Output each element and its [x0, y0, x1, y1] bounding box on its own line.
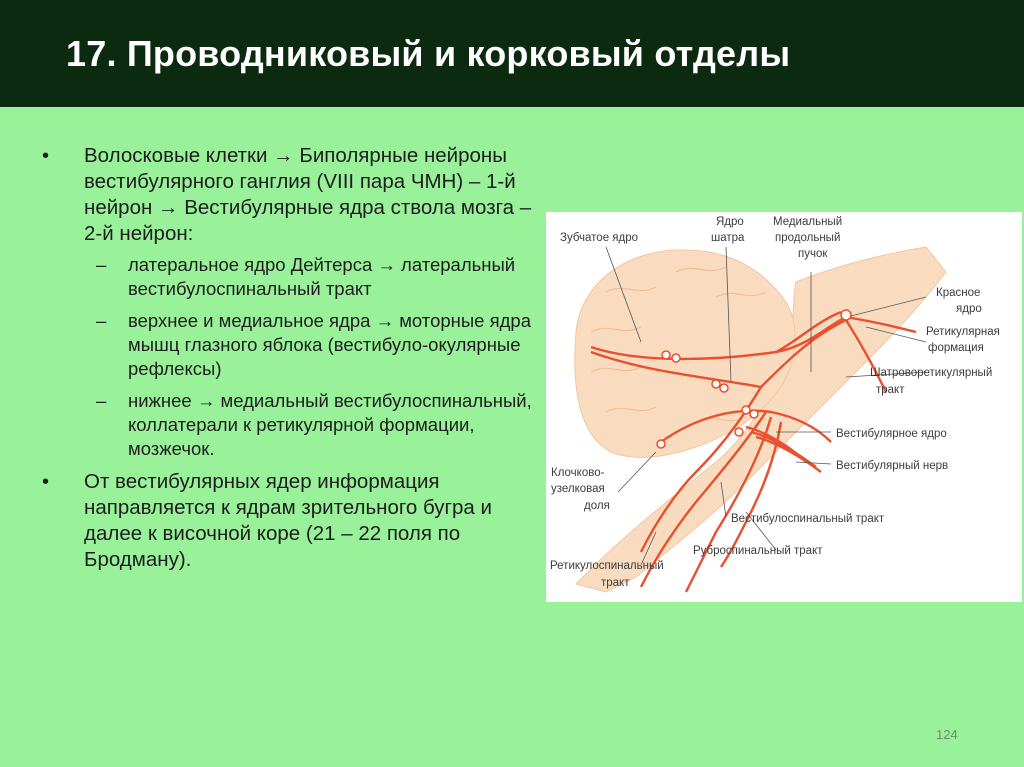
bullet-icon: • [42, 471, 50, 493]
label-floc-2: узелковая [551, 483, 605, 495]
sub-bullet-item [84, 309, 535, 381]
sub-bullet-text: нижнее → медиальный вестибулоспинальный, коллатерали к ретикулярной формации, мозжечок. [128, 390, 532, 459]
label-fastret-1: Шатроворетикулярный [870, 367, 993, 379]
label-fastret-2: тракт [876, 384, 905, 396]
label-floc-1: Клочково- [551, 467, 605, 479]
page-number: 124 [936, 727, 958, 742]
label-retform-1: Ретикулярная [926, 326, 1000, 338]
dash-icon: – [96, 254, 107, 275]
label-floc-3: доля [584, 500, 610, 512]
dash-icon: – [96, 310, 107, 331]
label-mlf-2: продольный [775, 232, 841, 244]
sub-bullet-text: верхнее и медиальное ядра → моторные ядра мышц глазного яблока (вестибуло-окулярные рефлексы) [128, 310, 531, 379]
label-vestnuc: Вестибулярное ядро [836, 428, 947, 440]
dash-icon: – [96, 390, 107, 411]
label-mlf-3: пучок [798, 248, 828, 260]
label-vestspinal: Вестибулоспинальный тракт [731, 513, 885, 525]
label-retform-2: формация [928, 342, 984, 354]
label-red-2: ядро [956, 303, 982, 315]
label-retspinal-2: тракт [601, 577, 630, 589]
sub-bullet-item [84, 389, 535, 461]
sub-bullet-text: латеральное ядро Дейтерса → латеральный вестибулоспинальный тракт [128, 254, 516, 299]
anatomy-figure [546, 212, 1022, 602]
bullet-text: От вестибулярных ядер информация направляется к ядрам зрительного бугра и далее к височной коре (21 – 22 поля по Бродману). [84, 470, 492, 571]
title-bar [0, 0, 1024, 107]
slide-title: 17. Проводниковый и корковый отделы [66, 32, 791, 74]
label-fastigial-1: Ядро [716, 216, 744, 228]
label-retspinal-1: Ретикулоспинальный [550, 560, 664, 572]
label-rubrospinal: Руброспинальный тракт [693, 545, 823, 557]
bullet-item [40, 469, 535, 573]
bullet-item [40, 143, 535, 461]
bullet-icon: • [42, 145, 50, 167]
label-dentate: Зубчатое ядро [560, 232, 639, 244]
label-mlf-1: Медиальный [773, 216, 843, 228]
label-red-1: Красное [936, 287, 981, 299]
sub-bullet-item [84, 253, 535, 301]
label-fastigial-2: шатра [711, 232, 745, 244]
bullet-list [40, 143, 535, 581]
label-vestnerve: Вестибулярный нерв [836, 460, 949, 472]
bullet-text: Волосковые клетки → Биполярные нейроны вестибулярного ганглия (VIII пара ЧМН) – 1-й нейрон → Вестибулярные ядра ствола мозга – 2-й нейрон: [84, 144, 532, 245]
vestibular-pathway-diagram [546, 212, 1022, 602]
